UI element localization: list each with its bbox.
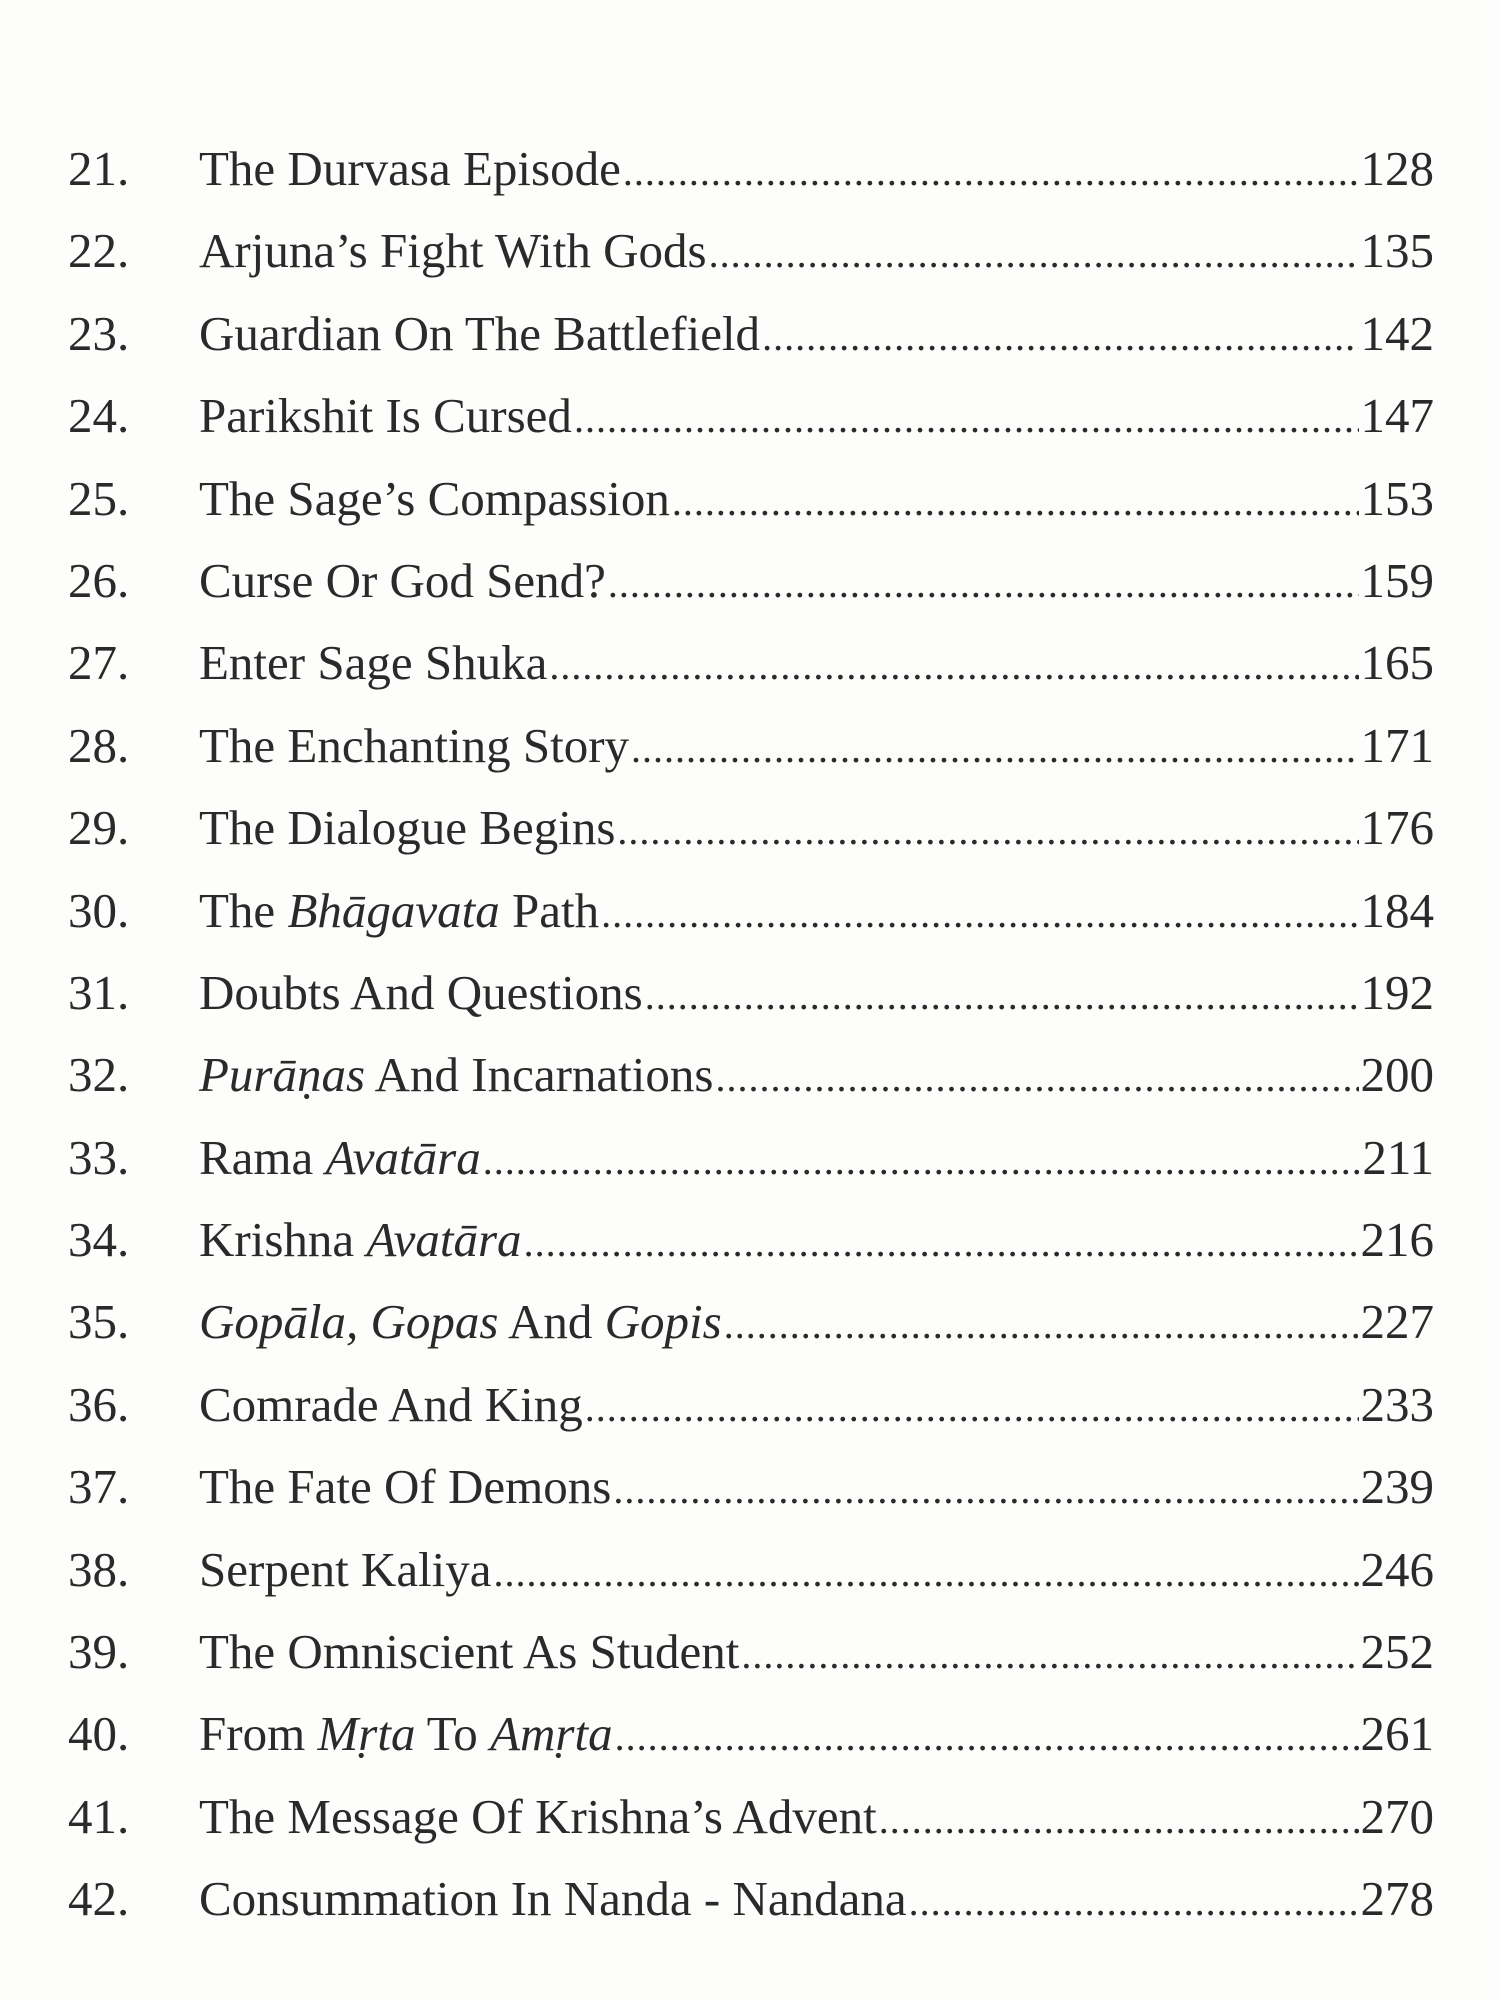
chapter-title <box>199 540 606 622</box>
toc-entry <box>68 1117 1434 1199</box>
title-italic-segment: Gopis <box>604 1294 722 1350</box>
chapter-number: 26. <box>68 552 130 608</box>
dot-leader <box>585 1367 1359 1449</box>
chapter-number: 24. <box>68 388 130 444</box>
dot-leader <box>483 1120 1361 1202</box>
page-number: 261 <box>1360 1706 1434 1762</box>
toc-entry <box>68 1446 1434 1528</box>
page-number: 184 <box>1360 882 1434 938</box>
toc-entry <box>68 1199 1434 1281</box>
page-number: 211 <box>1362 1129 1434 1185</box>
page-number: 142 <box>1360 305 1434 361</box>
dot-leader <box>741 1614 1358 1696</box>
title-segment: Parikshit Is Cursed <box>199 388 572 444</box>
page-number: 171 <box>1360 717 1434 773</box>
title-segment: From <box>199 1706 318 1762</box>
chapter-number: 38. <box>68 1541 130 1597</box>
toc-entry <box>68 952 1434 1034</box>
page-number: 216 <box>1360 1212 1434 1268</box>
dot-leader <box>524 1202 1359 1284</box>
title-segment: Curse Or God Send? <box>199 552 606 608</box>
chapter-title <box>199 622 547 704</box>
chapter-title <box>199 210 707 292</box>
chapter-title <box>199 1693 613 1775</box>
page-number: 153 <box>1360 470 1434 526</box>
title-italic-segment: Amṛta <box>490 1706 613 1762</box>
table-of-contents <box>68 128 1434 1941</box>
toc-entry <box>68 1364 1434 1446</box>
chapter-number: 34. <box>68 1212 130 1268</box>
toc-entry <box>68 705 1434 787</box>
chapter-title <box>199 1034 713 1116</box>
toc-entry <box>68 128 1434 210</box>
page-number: 252 <box>1360 1624 1434 1680</box>
toc-entry <box>68 1693 1434 1775</box>
chapter-number: 29. <box>68 800 130 856</box>
chapter-number: 22. <box>68 223 130 279</box>
chapter-number: 30. <box>68 882 130 938</box>
page-number: 176 <box>1360 800 1434 856</box>
dot-leader <box>615 1696 1359 1778</box>
chapter-number: 32. <box>68 1047 130 1103</box>
dot-leader <box>494 1532 1359 1614</box>
title-segment: Consummation In Nanda - Nandana <box>199 1871 907 1927</box>
toc-entry <box>68 1776 1434 1858</box>
title-italic-segment: Purāṇas <box>199 1047 366 1103</box>
page-number: 278 <box>1360 1871 1434 1927</box>
chapter-title <box>199 128 621 210</box>
title-segment: Guardian On The Battlefield <box>199 305 761 361</box>
title-segment: Path <box>499 882 600 938</box>
page-number: 192 <box>1360 964 1434 1020</box>
chapter-title <box>199 293 760 375</box>
chapter-title <box>199 1611 739 1693</box>
chapter-number: 28. <box>68 717 130 773</box>
chapter-number: 41. <box>68 1788 130 1844</box>
title-segment: And <box>498 1294 605 1350</box>
title-segment: Rama <box>199 1129 326 1185</box>
toc-entry <box>68 540 1434 622</box>
chapter-title <box>199 1117 481 1199</box>
page-number: 239 <box>1360 1459 1434 1515</box>
chapter-number: 33. <box>68 1129 130 1185</box>
chapter-number: 23. <box>68 305 130 361</box>
dot-leader <box>909 1861 1359 1943</box>
page-number: 246 <box>1360 1541 1434 1597</box>
page-number: 165 <box>1360 635 1434 691</box>
title-segment: The Omniscient As Student <box>199 1624 740 1680</box>
title-segment: Comrade And King <box>199 1376 583 1432</box>
title-segment: Enter Sage Shuka <box>199 635 548 691</box>
toc-entry <box>68 787 1434 869</box>
chapter-number: 36. <box>68 1376 130 1432</box>
toc-entry <box>68 1529 1434 1611</box>
chapter-title <box>199 787 615 869</box>
page-number: 147 <box>1360 388 1434 444</box>
title-segment: Arjuna’s Fight With Gods <box>199 223 707 279</box>
toc-entry <box>68 458 1434 540</box>
chapter-number: 39. <box>68 1624 130 1680</box>
toc-entry <box>68 1858 1434 1940</box>
chapter-title <box>199 870 599 952</box>
dot-leader <box>631 708 1358 790</box>
chapter-title <box>199 1776 877 1858</box>
chapter-title <box>199 1281 722 1363</box>
chapter-title <box>199 1364 583 1446</box>
toc-entry <box>68 1281 1434 1363</box>
chapter-number: 35. <box>68 1294 130 1350</box>
chapter-number: 27. <box>68 635 130 691</box>
title-segment: Doubts And Questions <box>199 964 643 1020</box>
title-italic-segment: Avatāra <box>325 1129 481 1185</box>
dot-leader <box>608 543 1359 625</box>
toc-entry <box>68 375 1434 457</box>
chapter-title <box>199 1529 492 1611</box>
chapter-title <box>199 458 670 540</box>
chapter-title <box>199 1858 907 1940</box>
chapter-number: 42. <box>68 1871 130 1927</box>
title-segment: The Enchanting Story <box>199 717 630 773</box>
page-number: 128 <box>1360 141 1434 196</box>
dot-leader <box>613 1449 1358 1531</box>
chapter-number: 40. <box>68 1706 130 1762</box>
dot-leader <box>645 955 1359 1037</box>
chapter-number: 25. <box>68 470 130 526</box>
chapter-number: 31. <box>68 964 130 1020</box>
title-segment: The Fate Of Demons <box>199 1459 612 1515</box>
title-italic-segment: Gopāla, Gopas <box>199 1294 499 1350</box>
title-segment: The Dialogue Begins <box>199 800 616 856</box>
title-segment: Serpent Kaliya <box>199 1541 492 1597</box>
page-number: 270 <box>1360 1788 1434 1844</box>
page-number: 233 <box>1360 1376 1434 1432</box>
title-segment: Krishna <box>199 1212 367 1268</box>
title-segment: To <box>415 1706 491 1762</box>
chapter-title <box>199 952 643 1034</box>
title-italic-segment: Bhāgavata <box>287 882 500 938</box>
chapter-title <box>199 705 629 787</box>
page-number: 200 <box>1360 1047 1434 1103</box>
title-italic-segment: Avatāra <box>366 1212 522 1268</box>
dot-leader <box>762 296 1358 378</box>
chapter-number: 37. <box>68 1459 130 1515</box>
toc-entry <box>68 1034 1434 1116</box>
title-segment: The Message Of Krishna’s Advent <box>199 1788 877 1844</box>
title-segment: And Incarnations <box>365 1047 714 1103</box>
dot-leader <box>574 378 1359 460</box>
dot-leader <box>623 131 1359 213</box>
title-segment: The Durvasa Episode <box>199 141 621 196</box>
chapter-title <box>199 375 572 457</box>
toc-entry <box>68 210 1434 292</box>
toc-entry <box>68 293 1434 375</box>
dot-leader <box>601 873 1358 955</box>
page-number: 135 <box>1360 223 1434 279</box>
dot-leader <box>672 461 1359 543</box>
chapter-title <box>199 1199 522 1281</box>
chapter-number: 21. <box>68 141 130 196</box>
dot-leader <box>879 1779 1359 1861</box>
title-italic-segment: Mṛta <box>317 1706 416 1762</box>
toc-entry <box>68 870 1434 952</box>
toc-entry <box>68 622 1434 704</box>
page-number: 159 <box>1360 552 1434 608</box>
dot-leader <box>715 1037 1358 1119</box>
toc-entry <box>68 1611 1434 1693</box>
chapter-title <box>199 1446 611 1528</box>
page-number: 227 <box>1360 1294 1434 1350</box>
dot-leader <box>709 213 1359 295</box>
dot-leader <box>617 790 1358 872</box>
title-segment: The Sage’s Compassion <box>199 470 670 526</box>
dot-leader <box>724 1284 1359 1366</box>
dot-leader <box>549 625 1358 707</box>
title-segment: The <box>199 882 288 938</box>
